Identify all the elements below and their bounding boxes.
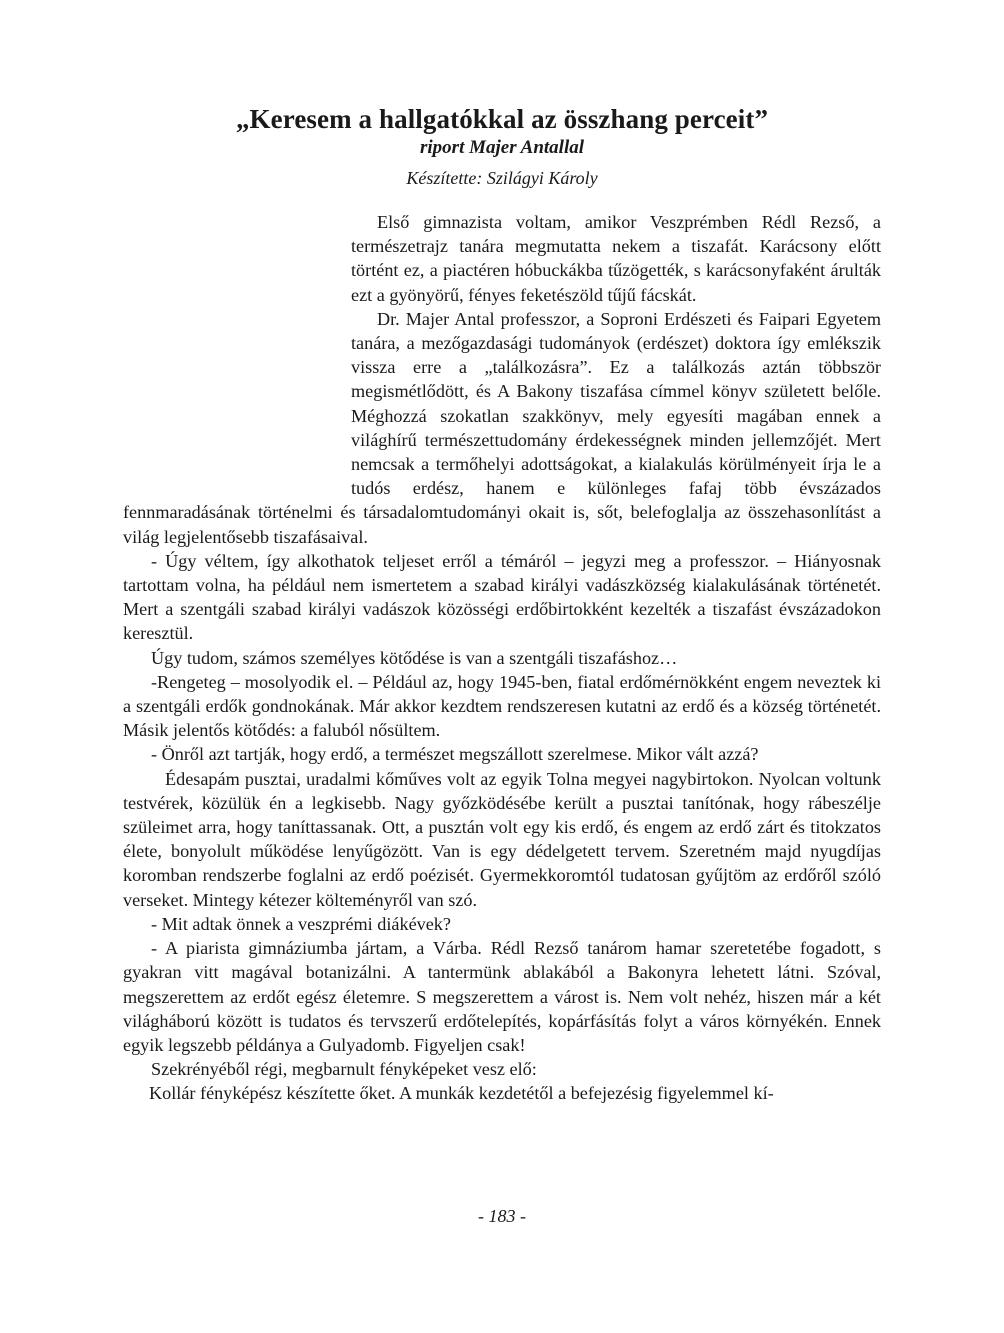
paragraph: - Úgy véltem, így alkothatok teljeset erről a témáról – jegyzi meg a professzor. – Hiányosnak tartottam volna, ha például nem ismertetem a szabad királyi vadászközség kialakulásának történetét. Mert a szentgáli szabad királyi vadászok közösségi erdőbirtokként kezelték a tiszafást évszázadokon keresztül. bbox=[123, 550, 881, 644]
paragraph: Dr. Majer Antal professzor, a Soproni Erdészeti és Faipari Egyetem tanára, a mezőgazdasági tudományok (erdészet) doktora így emlékszik vissza erre a „találkozásra”. Ez a találkozás aztán többször megismétlődött, és A Bakony tiszafása címmel könyv született belőle. Méghozzá szokatlan szakkönyv, mely egyesíti magában ennek a világhírű természettudomány érdekességnek minden jellemzőjét. Mert nemcsak a termőhelyi adottságokat, a kialakulás körülményeit írja le a tudós erdész, hanem e különleges fafaj több évszázados fennmaradásának történelmi és társadalomtudományi okait is, sőt, belefoglalja az összehasonlítást a világ legjelentősebb tiszafásaival. bbox=[123, 308, 881, 547]
article-body bbox=[123, 210, 881, 1106]
paragraph: Szekrényéből régi, megbarnult fényképeket vesz elő: bbox=[151, 1059, 537, 1080]
paragraph: - A piarista gimnáziumba jártam, a Várba. Rédl Rezső tanárom hamar szeretetébe fogadott, s gyakran vitt magával botanizálni. A tantermünk ablakából a Bakonyra lehetett látni. Szóval, megszerettem az erdőt egész életemre. S megszerettem a várost is. Nem volt nehéz, hiszen már a két világháború között is tudatos és tervszerű erdőtelepítés, kopárfásítás folyt a város környékén. Ennek egyik legszebb példánya a Gulyadomb. Figyeljen csak! bbox=[123, 938, 881, 1055]
paragraph: - Mit adtak önnek a veszprémi diákévek? bbox=[151, 913, 451, 934]
paragraph: -Rengeteg – mosolyodik el. – Például az, hogy 1945-ben, fiatal erdőmérnökként engem neveztek ki a szentgáli erdők gondnokának. Már akkor kezdtem rendszeresen kutatni az erdő és a község történetét. Másik jelentős kötődés: a faluból nősültem. bbox=[123, 671, 881, 741]
article-byline: Készítette: Szilágyi Károly bbox=[406, 168, 598, 188]
paragraph: Édesapám pusztai, uradalmi kőműves volt az egyik Tolna megyei nagybirtokon. Nyolcan voltunk testvérek, közülük én a legkisebb. Nagy győzködésébe került a pusztai tanítónak, hogy rábeszélje szüleimet arra, hogy taníttassanak. Ott, a pusztán volt egy kis erdő, és engem az erdő zárt és titokzatos élete, bonyolult működése lenyűgözött. Van is egy dédelgetett tervem. Szeretném majd nyugdíjas koromban rendszerbe foglalni az erdő poézisét. Gyermekkoromtól tudatosan gyűjtöm az erdőről szóló verseket. Mintegy kétezer költeményről van szó. bbox=[123, 768, 881, 910]
article-subtitle: riport Majer Antallal bbox=[420, 137, 584, 158]
paragraph: Úgy tudom, számos személyes kötődése is van a szentgáli tiszafáshoz… bbox=[151, 647, 678, 668]
paragraph: Kollár fényképész készítette őket. A munkák kezdetétől a befejezésig figyelemmel kí- bbox=[149, 1083, 774, 1104]
paragraph: Első gimnazista voltam, amikor Veszprémben Rédl Rezső, a természetrajz tanára megmutatta nekem a tiszafát. Karácsony előtt történt ez, a piactéren hóbuckákba tűzögették, s karácsonyfaként árulták ezt a gyönyörű, fényes feketészöld tűjű fácskát. bbox=[351, 212, 881, 305]
paragraph: - Önről azt tartják, hogy erdő, a természet megszállott szerelmese. Mikor vált azzá? bbox=[151, 744, 759, 765]
layout-spacer bbox=[123, 210, 351, 500]
page-number: - 183 - bbox=[478, 1206, 526, 1226]
article-title: „Keresem a hallgatókkal az összhang perceit” bbox=[235, 104, 769, 134]
